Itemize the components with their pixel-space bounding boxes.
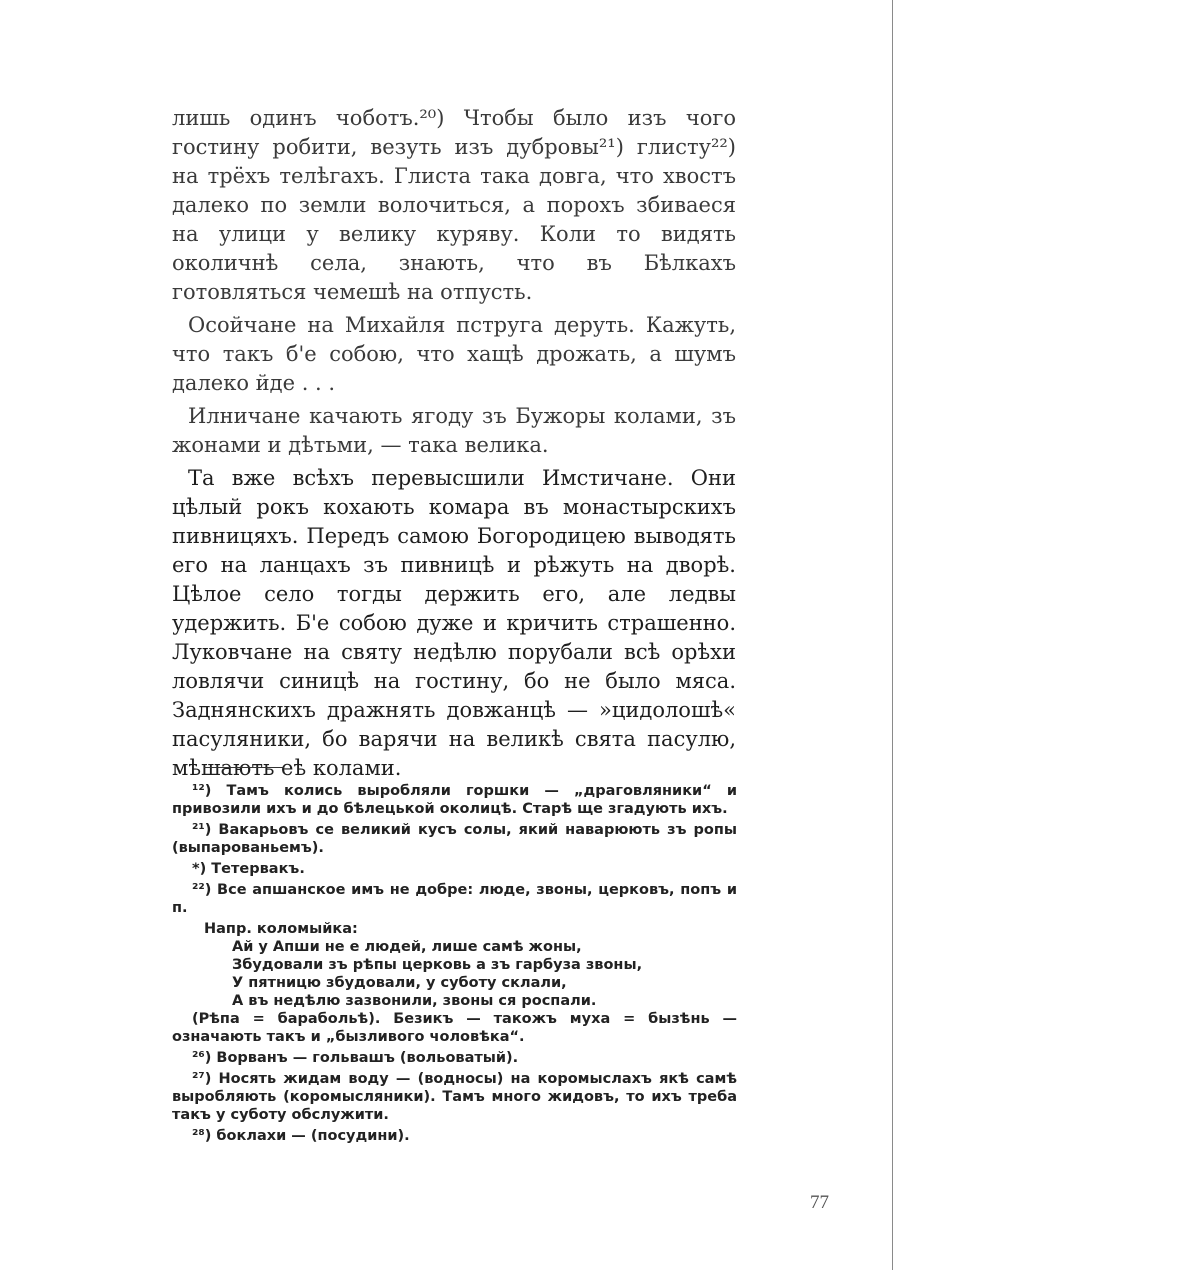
footnote <box>172 860 737 878</box>
footnote-text: Тетервакъ. <box>211 861 305 877</box>
footnote-text: Тамъ колись выробляли горшки — „драговляники“ и привозили ихъ и до бѣлецькой околицѣ. Старѣ ще згадують ихъ. <box>172 783 737 817</box>
footnote <box>172 1127 737 1145</box>
verse-line: У пятницю збудовали, у суботу склали, <box>232 975 567 991</box>
footnote <box>172 881 737 917</box>
footnote-mark: ²⁷) <box>192 1071 212 1087</box>
footnote-mark: ²⁶) <box>192 1050 212 1066</box>
footnote-continuation: (Рѣпа = барабольѣ). Безикъ — такожъ муха = бызѣнь — означають такъ и „бызливого чоловѣка“. <box>172 1011 737 1045</box>
footnote <box>172 821 737 857</box>
paragraph-3: Илничане качають ягоду зъ Бужоры колами, зъ жонами и дѣтьми, — така велика. <box>172 404 736 457</box>
footnote-text: Носять жидам воду — (водносы) на коромыслахъ якѣ самѣ выробляють (коромысляники). Тамъ много жидовъ, то ихъ треба такъ у суботу обслужити. <box>172 1071 737 1123</box>
paragraph-1: лишь одинъ чоботъ.²⁰) Чтобы было изъ чого гостину робити, везуть изъ дубровы²¹) глисту²²) на трёхъ телѣгахъ. Глиста така довга, что хвостъ далеко по земли волочиться, а порохъ збиваеся на улици у велику куряву. Коли то видять околичнѣ села, знають, что въ Бѣлкахъ готовляться чемешѣ на отпусть. <box>172 106 736 304</box>
footnote-mark: ²¹) <box>192 822 212 838</box>
verse-line: Збудовали зъ рѣпы церковь а зъ гарбуза звоны, <box>232 957 643 973</box>
footnote-text: Вакарьовъ се великий кусъ солы, який наварюють зъ ропы (выпарованьемъ). <box>172 822 737 856</box>
footnote-mark: ¹²) <box>192 783 212 799</box>
footnote-text: Ворванъ — гольвашъ (вольоватый). <box>216 1050 519 1066</box>
footnotes <box>172 782 737 1148</box>
footnote-mark: ²²) <box>192 882 212 898</box>
main-text <box>172 104 736 787</box>
footnote-mark: ²⁸) <box>192 1128 212 1144</box>
footnote-mark: *) <box>192 861 207 877</box>
footnote-separator <box>204 767 284 768</box>
footnote-text: боклахи — (посудини). <box>216 1128 410 1144</box>
paragraph-2: Осойчане на Михайля пструга деруть. Кажуть, что такъ б'е собою, что хащѣ дрожать, а шумъ далеко йде . . . <box>172 313 736 395</box>
paragraph-4: Та вже всѣхъ перевысшили Имстичане. Они цѣлый рокъ кохають комара въ монастырскихъ пивницяхъ. Передъ самою Богородицею выводять его на ланцахъ зъ пивницѣ и рѣжуть на дворѣ. Цѣлое село тогды держить его, але ледвы удержить. Б'е собою дуже и кричить страшенно. Луковчане на святу недѣлю порубали всѣ орѣхи ловлячи синицѣ на гостину, бо не было мяса. Заднянскихъ дражнять довжанцѣ — »цидолошѣ« пасуляники, бо варячи на великѣ свята пасулю, мѣшають еѣ колами. <box>172 466 736 780</box>
verse-intro: Напр. коломыйка: <box>204 921 358 937</box>
footnote <box>172 782 737 818</box>
page-number: 77 <box>810 1192 829 1213</box>
footnote-text: Все апшанское имъ не добре: люде, звоны, церковъ, попъ и п. <box>172 882 737 916</box>
footnote <box>172 1049 737 1067</box>
verse-line: Ай у Апши не е людей, лише самѣ жоны, <box>232 939 582 955</box>
verse-line: А въ недѣлю зазвонили, звоны ся роспали. <box>232 993 597 1009</box>
footnote <box>172 1070 737 1124</box>
